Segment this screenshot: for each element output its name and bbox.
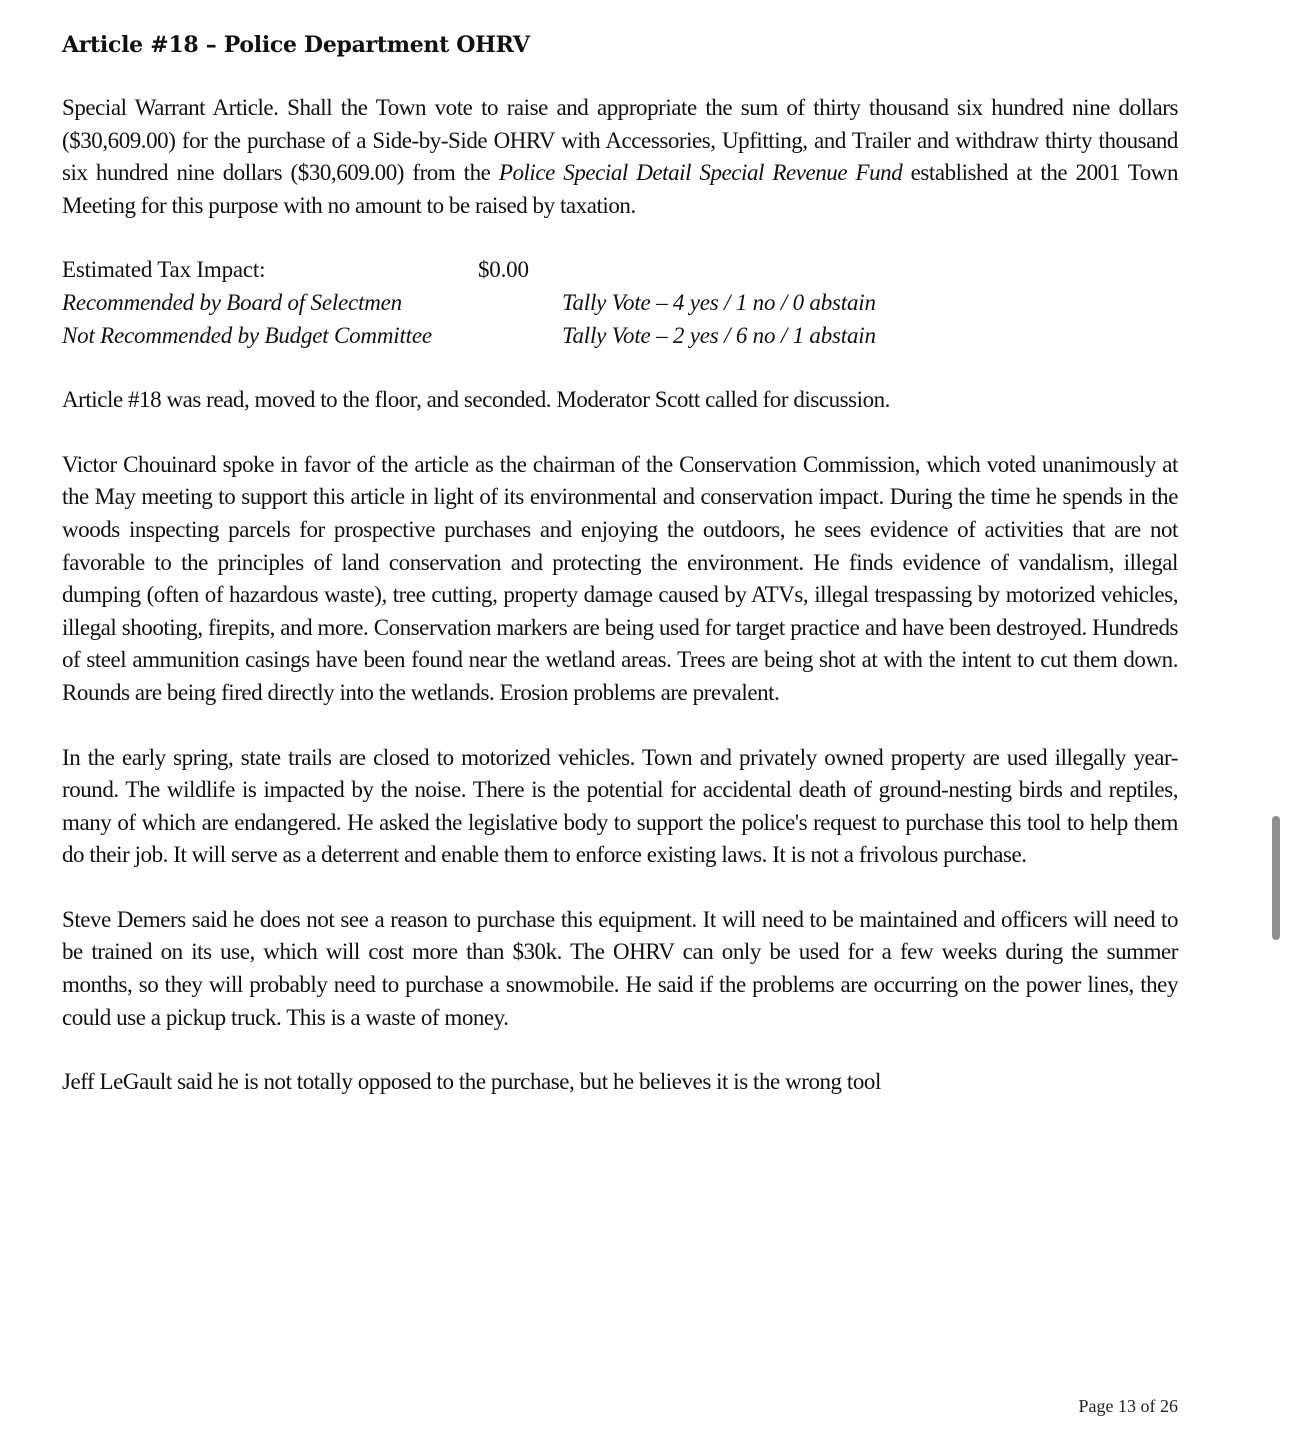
page-number: Page 13 of 26 xyxy=(1078,1396,1178,1416)
tally-vote: Tally Vote – 2 yes / 6 no / 1 abstain xyxy=(562,322,876,348)
article-text-part1: Special Warrant Article. Shall the Town vote to raise and appropriate the sum of thirty thousand six hundred nine dollars ($30,609.00) for the purchase of a Side-by-Side OHRV with Accessories, Upfitting, and Trailer and withdraw thirty thousand six hundred nine dollars ($30,609.00) from the xyxy=(62,95,1178,186)
discussion-paragraph: In the early spring, state trails are closed to motorized vehicles. Town and privately owned property are used illegally year-round. The wildlife is impacted by the noise. There is the potential for accidental death of ground-nesting birds and reptiles, many of which are endangered. He asked the legislative body to support the police's request to purchase this tool to help them do their job. It will serve as a deterrent and enable them to enforce existing laws. It is not a frivolous purchase. xyxy=(62,744,1178,868)
discussion-last-line: Jeff LeGault said he is not totally opposed to the purchase, but he believes it is the wrong tool xyxy=(62,1069,881,1095)
article-text xyxy=(62,92,1178,222)
recommending-body: Not Recommended by Budget Committee xyxy=(62,322,432,348)
tally-vote: Tally Vote – 4 yes / 1 no / 0 abstain xyxy=(562,289,876,315)
recommendation-row xyxy=(62,287,1178,320)
fund-name: Police Special Detail Special Revenue Fund xyxy=(498,160,903,186)
vertical-scrollbar[interactable] xyxy=(1272,816,1280,940)
tax-impact-value: $0.00 xyxy=(478,257,529,283)
recommending-body: Recommended by Board of Selectmen xyxy=(62,289,402,315)
document-page xyxy=(62,28,1178,1099)
recommendation-row xyxy=(62,320,1178,353)
discussion-paragraph: Article #18 was read, moved to the floor, and seconded. Moderator Scott called for discussion. xyxy=(62,387,890,413)
tax-impact-label: Estimated Tax Impact: xyxy=(62,257,266,283)
article-text-part2: established at the 2001 Town Meeting for this purpose with no amount to be raised by taxation. xyxy=(62,160,1178,218)
tax-impact-row xyxy=(62,254,1178,287)
discussion-paragraph: Victor Chouinard spoke in favor of the article as the chairman of the Conservation Commission, which voted unanimously at the May meeting to support this article in light of its environmental and conservation impact. During the time he spends in the woods inspecting parcels for prospective purchases and enjoying the outdoors, he sees evidence of activities that are not favorable to the principles of land conservation and protecting the environment. He finds evidence of vandalism, illegal dumping (often of hazardous waste), tree cutting, property damage caused by ATVs, illegal trespassing by motorized vehicles, illegal shooting, firepits, and more. Conservation markers are being used for target practice and have been destroyed. Hundreds of steel ammunition casings have been found near the wetland areas. Trees are being shot at with the intent to cut them down. Rounds are being fired directly into the wetlands. Erosion problems are prevalent. xyxy=(62,451,1178,705)
tax-impact-block xyxy=(62,254,1178,352)
discussion-paragraph: Steve Demers said he does not see a reason to purchase this equipment. It will need to be maintained and officers will need to be trained on its use, which will cost more than $30k. The OHRV can only be used for a few weeks during the summer months, so they will probably need to purchase a snowmobile. He said if the problems are occurring on the power lines, they could use a pickup truck. This is a waste of money. xyxy=(62,906,1178,1030)
article-heading: Article #18 – Police Department OHRV xyxy=(62,32,530,58)
